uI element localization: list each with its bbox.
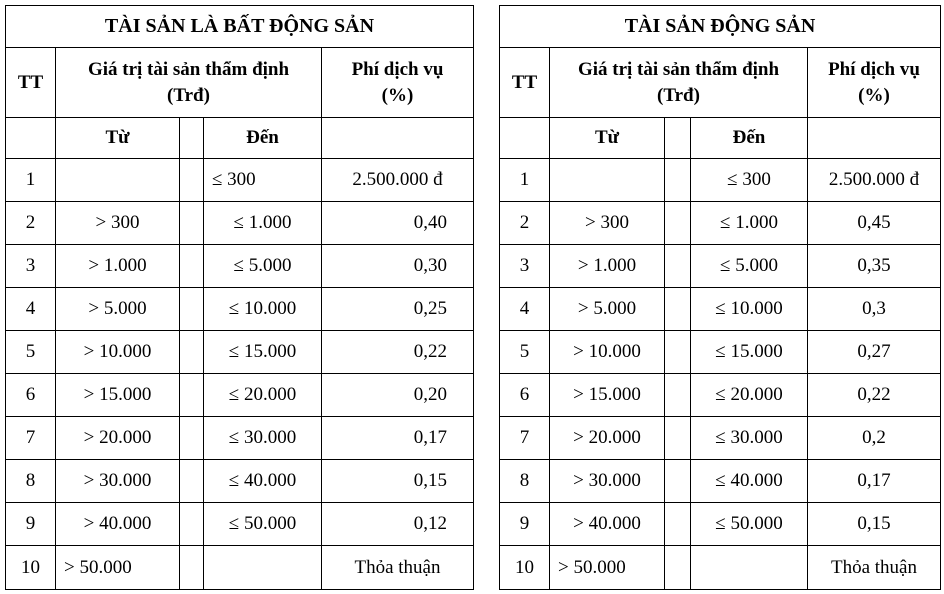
- table-row: [500, 331, 941, 374]
- empty-cell: [180, 118, 204, 159]
- table-row: [500, 159, 941, 202]
- fee-value: Thỏa thuận: [808, 546, 941, 590]
- row-number: 5: [6, 331, 56, 374]
- table-row: [6, 503, 474, 546]
- value-to: ≤ 5.000: [691, 245, 808, 288]
- value-from: [550, 159, 665, 202]
- table-row: [500, 202, 941, 245]
- row-number: 2: [6, 202, 56, 245]
- table-row: [6, 417, 474, 460]
- row-number: 4: [6, 288, 56, 331]
- empty-cell: [180, 288, 204, 331]
- table-row: [500, 245, 941, 288]
- value-header: Giá trị tài sản thẩm định (Trđ): [550, 48, 808, 118]
- empty-cell: [665, 503, 691, 546]
- empty-cell: [665, 417, 691, 460]
- empty-cell: [180, 159, 204, 202]
- table-row: [500, 374, 941, 417]
- empty-cell: [665, 202, 691, 245]
- empty-cell: [180, 503, 204, 546]
- value-from: > 40.000: [56, 503, 180, 546]
- empty-cell: [6, 118, 56, 159]
- row-number: 8: [500, 460, 550, 503]
- empty-cell: [665, 460, 691, 503]
- value-from: > 20.000: [56, 417, 180, 460]
- row-number: 10: [6, 546, 56, 590]
- empty-cell: [665, 288, 691, 331]
- table-title: TÀI SẢN ĐỘNG SẢN: [500, 6, 941, 48]
- row-number: 3: [6, 245, 56, 288]
- fee-value: 0,22: [322, 331, 474, 374]
- fee-value: 0,17: [808, 460, 941, 503]
- fee-value: Thỏa thuận: [322, 546, 474, 590]
- row-number: 9: [500, 503, 550, 546]
- fee-value: 2.500.000 đ: [322, 159, 474, 202]
- table-row: [6, 374, 474, 417]
- value-to: ≤ 40.000: [691, 460, 808, 503]
- row-number: 4: [500, 288, 550, 331]
- value-to: ≤ 20.000: [204, 374, 322, 417]
- empty-cell: [665, 118, 691, 159]
- real-estate-fee-table: [5, 5, 474, 590]
- value-from: > 15.000: [550, 374, 665, 417]
- empty-cell: [500, 118, 550, 159]
- empty-cell: [665, 159, 691, 202]
- fee-value: 0,15: [808, 503, 941, 546]
- empty-cell: [180, 245, 204, 288]
- fee-value: 0,17: [322, 417, 474, 460]
- value-to: [204, 546, 322, 590]
- row-number: 1: [6, 159, 56, 202]
- value-from: > 5.000: [550, 288, 665, 331]
- empty-cell: [665, 245, 691, 288]
- value-from: > 15.000: [56, 374, 180, 417]
- fee-value: 0,20: [322, 374, 474, 417]
- tt-header: TT: [500, 48, 550, 118]
- table-row: [6, 202, 474, 245]
- fee-value: 0,15: [322, 460, 474, 503]
- empty-cell: [180, 331, 204, 374]
- row-number: 7: [500, 417, 550, 460]
- table-row: [6, 159, 474, 202]
- empty-cell: [180, 417, 204, 460]
- value-from: > 5.000: [56, 288, 180, 331]
- row-number: 6: [500, 374, 550, 417]
- value-from: > 1.000: [56, 245, 180, 288]
- empty-cell: [665, 374, 691, 417]
- from-header: Từ: [56, 118, 180, 159]
- value-from: > 10.000: [56, 331, 180, 374]
- value-from: > 30.000: [56, 460, 180, 503]
- table-row: [6, 546, 474, 590]
- table-row: [500, 288, 941, 331]
- fee-value: 2.500.000 đ: [808, 159, 941, 202]
- value-to: ≤ 1.000: [691, 202, 808, 245]
- value-to: ≤ 15.000: [204, 331, 322, 374]
- row-number: 10: [500, 546, 550, 590]
- fee-value: 0,27: [808, 331, 941, 374]
- fee-value: 0,2: [808, 417, 941, 460]
- value-to: ≤ 10.000: [204, 288, 322, 331]
- empty-cell: [180, 460, 204, 503]
- empty-cell: [665, 331, 691, 374]
- table-row: [6, 288, 474, 331]
- empty-cell: [665, 546, 691, 590]
- value-to: ≤ 50.000: [204, 503, 322, 546]
- table-row: [6, 331, 474, 374]
- row-number: 1: [500, 159, 550, 202]
- fee-value: 0,45: [808, 202, 941, 245]
- movable-asset-fee-table: [499, 5, 941, 590]
- value-to: ≤ 300: [204, 159, 322, 202]
- fee-value: 0,30: [322, 245, 474, 288]
- value-from: > 50.000: [56, 546, 180, 590]
- value-to: ≤ 15.000: [691, 331, 808, 374]
- value-from: > 1.000: [550, 245, 665, 288]
- fee-header: Phí dịch vụ (%): [808, 48, 941, 118]
- value-to: [691, 546, 808, 590]
- row-number: 5: [500, 331, 550, 374]
- table-row: [6, 245, 474, 288]
- value-from: > 10.000: [550, 331, 665, 374]
- table-row: [500, 417, 941, 460]
- fee-value: 0,40: [322, 202, 474, 245]
- fee-value: 0,25: [322, 288, 474, 331]
- value-from: > 40.000: [550, 503, 665, 546]
- row-number: 8: [6, 460, 56, 503]
- table-row: [6, 460, 474, 503]
- to-header: Đến: [204, 118, 322, 159]
- fee-value: 0,3: [808, 288, 941, 331]
- row-number: 3: [500, 245, 550, 288]
- value-to: ≤ 50.000: [691, 503, 808, 546]
- table-row: [500, 460, 941, 503]
- empty-cell: [322, 118, 474, 159]
- empty-cell: [180, 546, 204, 590]
- fee-value: 0,12: [322, 503, 474, 546]
- from-header: Từ: [550, 118, 665, 159]
- empty-cell: [808, 118, 941, 159]
- row-number: 6: [6, 374, 56, 417]
- value-to: ≤ 300: [691, 159, 808, 202]
- value-from: > 20.000: [550, 417, 665, 460]
- row-number: 7: [6, 417, 56, 460]
- value-from: [56, 159, 180, 202]
- value-from: > 30.000: [550, 460, 665, 503]
- value-to: ≤ 10.000: [691, 288, 808, 331]
- value-from: > 50.000: [550, 546, 665, 590]
- value-from: > 300: [550, 202, 665, 245]
- value-to: ≤ 1.000: [204, 202, 322, 245]
- value-to: ≤ 40.000: [204, 460, 322, 503]
- fee-value: 0,22: [808, 374, 941, 417]
- tt-header: TT: [6, 48, 56, 118]
- value-from: > 300: [56, 202, 180, 245]
- fee-value: 0,35: [808, 245, 941, 288]
- table-row: [500, 503, 941, 546]
- row-number: 9: [6, 503, 56, 546]
- row-number: 2: [500, 202, 550, 245]
- value-to: ≤ 20.000: [691, 374, 808, 417]
- fee-header: Phí dịch vụ (%): [322, 48, 474, 118]
- table-row: [500, 546, 941, 590]
- value-to: ≤ 30.000: [204, 417, 322, 460]
- value-to: ≤ 30.000: [691, 417, 808, 460]
- empty-cell: [180, 202, 204, 245]
- value-header: Giá trị tài sản thẩm định (Trđ): [56, 48, 322, 118]
- empty-cell: [180, 374, 204, 417]
- table-title: TÀI SẢN LÀ BẤT ĐỘNG SẢN: [6, 6, 474, 48]
- value-to: ≤ 5.000: [204, 245, 322, 288]
- to-header: Đến: [691, 118, 808, 159]
